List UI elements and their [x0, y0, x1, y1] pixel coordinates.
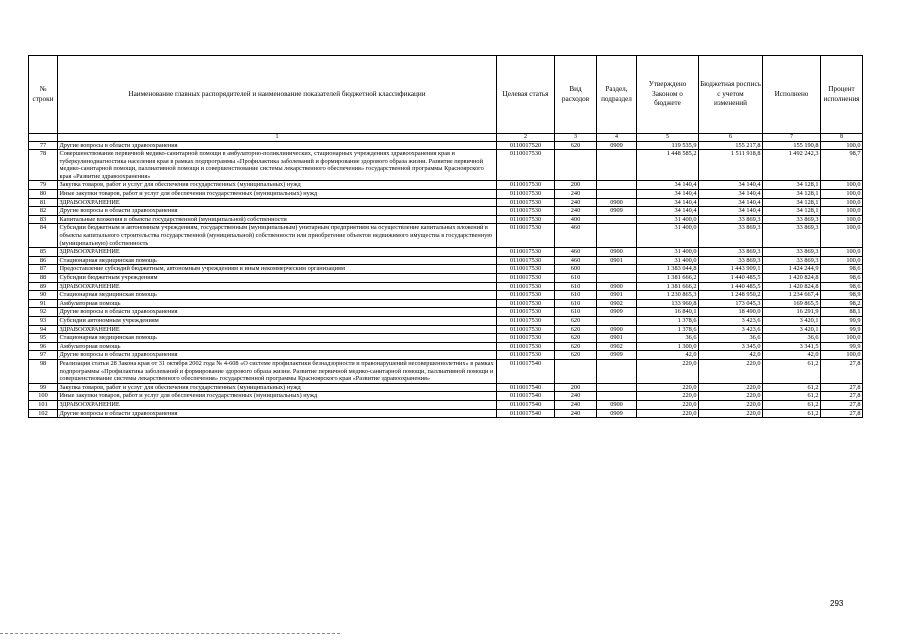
- row-number-cell: 83: [29, 215, 58, 224]
- approved-amount-cell: 34 140,4: [637, 190, 699, 199]
- header-percent: Процент исполнения: [821, 56, 863, 134]
- row-name-cell: Предоставление субсидий бюджетным, автономным учреждениям и иным некоммерческим организациям: [58, 265, 497, 274]
- row-name-cell: Иные закупки товаров, работ и услуг для обеспечения государственных (муниципальных) нужд: [58, 392, 497, 401]
- budget-list-amount-cell: 3 423,6: [699, 316, 763, 325]
- expense-kind-cell: 610: [555, 308, 597, 317]
- expense-kind-cell: 240: [555, 392, 597, 401]
- row-name-cell: Другие вопросы в области здравоохранения: [58, 409, 497, 418]
- percent-cell: 98,2: [821, 299, 863, 308]
- header-budget-list: Бюджетная роспись с учетом изменений: [699, 56, 763, 134]
- percent-cell: 99,9: [821, 316, 863, 325]
- document-page: [28, 55, 862, 418]
- budget-list-amount-cell: 18 490,0: [699, 308, 763, 317]
- section-cell: 0909: [597, 351, 637, 360]
- budget-list-amount-cell: 1 248 950,2: [699, 291, 763, 300]
- row-number-cell: 87: [29, 265, 58, 274]
- table-row: [29, 150, 863, 181]
- approved-amount-cell: 1 381 666,2: [637, 274, 699, 283]
- column-number: 1: [58, 134, 497, 142]
- percent-cell: 98,6: [821, 274, 863, 283]
- target-article-cell: 0110017530: [497, 316, 555, 325]
- row-number-cell: 78: [29, 150, 58, 181]
- executed-amount-cell: 16 291,9: [763, 308, 821, 317]
- expense-kind-cell: 620: [555, 334, 597, 343]
- target-article-cell: 0110017530: [497, 342, 555, 351]
- header-executed: Исполнено: [763, 56, 821, 134]
- column-number-row: [29, 134, 863, 142]
- percent-cell: 100,0: [821, 141, 863, 150]
- expense-kind-cell: [555, 359, 597, 383]
- budget-list-amount-cell: 1 440 485,5: [699, 274, 763, 283]
- header-row-number: № строки: [29, 56, 58, 134]
- budget-list-amount-cell: 1 511 918,8: [699, 150, 763, 181]
- budget-list-amount-cell: 42,0: [699, 351, 763, 360]
- percent-cell: 99,9: [821, 342, 863, 351]
- section-cell: [597, 265, 637, 274]
- percent-cell: 27,8: [821, 409, 863, 418]
- budget-list-amount-cell: 220,0: [699, 359, 763, 383]
- approved-amount-cell: 220,0: [637, 400, 699, 409]
- table-row: [29, 334, 863, 343]
- budget-execution-table: [28, 55, 863, 418]
- row-number-cell: 101: [29, 400, 58, 409]
- table-row: [29, 325, 863, 334]
- header-approved: Утверждено Законом о бюджете: [637, 56, 699, 134]
- row-name-cell: Субсидии бюджетным учреждениям: [58, 274, 497, 283]
- percent-cell: 100,0: [821, 248, 863, 257]
- approved-amount-cell: 1 381 666,2: [637, 282, 699, 291]
- expense-kind-cell: 610: [555, 274, 597, 283]
- percent-cell: 27,8: [821, 392, 863, 401]
- expense-kind-cell: 610: [555, 282, 597, 291]
- header-expense-kind: Вид расходов: [555, 56, 597, 134]
- executed-amount-cell: 155 190,8: [763, 141, 821, 150]
- row-number-cell: 102: [29, 409, 58, 418]
- row-name-cell: Капитальные вложения в объекты государственной (муниципальной) собственности: [58, 215, 497, 224]
- target-article-cell: 0110017530: [497, 256, 555, 265]
- executed-amount-cell: 3 341,5: [763, 342, 821, 351]
- budget-list-amount-cell: 33 869,3: [699, 224, 763, 248]
- table-row: [29, 198, 863, 207]
- approved-amount-cell: 16 840,1: [637, 308, 699, 317]
- percent-cell: 27,8: [821, 359, 863, 383]
- budget-list-amount-cell: 155 217,8: [699, 141, 763, 150]
- budget-list-amount-cell: 34 140,4: [699, 190, 763, 199]
- row-number-cell: 85: [29, 248, 58, 257]
- approved-amount-cell: 34 140,4: [637, 181, 699, 190]
- section-cell: 0901: [597, 291, 637, 300]
- target-article-cell: 0110017530: [497, 190, 555, 199]
- row-number-cell: 94: [29, 325, 58, 334]
- column-number: 4: [597, 134, 637, 142]
- target-article-cell: 0110017540: [497, 392, 555, 401]
- row-name-cell: Другие вопросы в области здравоохранения: [58, 207, 497, 216]
- expense-kind-cell: 240: [555, 409, 597, 418]
- table-row: [29, 400, 863, 409]
- executed-amount-cell: 3 420,1: [763, 325, 821, 334]
- expense-kind-cell: 620: [555, 342, 597, 351]
- executed-amount-cell: 1 420 824,8: [763, 274, 821, 283]
- table-row: [29, 190, 863, 199]
- row-number-cell: 98: [29, 359, 58, 383]
- expense-kind-cell: [555, 150, 597, 181]
- row-name-cell: Субсидии автономным учреждениям: [58, 316, 497, 325]
- approved-amount-cell: 31 400,0: [637, 215, 699, 224]
- executed-amount-cell: 42,0: [763, 351, 821, 360]
- expense-kind-cell: 460: [555, 256, 597, 265]
- row-name-cell: Другие вопросы в области здравоохранения: [58, 351, 497, 360]
- approved-amount-cell: 1 448 585,2: [637, 150, 699, 181]
- target-article-cell: 0110017530: [497, 308, 555, 317]
- percent-cell: 99,9: [821, 325, 863, 334]
- expense-kind-cell: 240: [555, 190, 597, 199]
- row-name-cell: ЗДРАВООХРАНЕНИЕ: [58, 400, 497, 409]
- row-number-cell: 91: [29, 299, 58, 308]
- target-article-cell: 0110017530: [497, 248, 555, 257]
- section-cell: [597, 190, 637, 199]
- approved-amount-cell: 220,0: [637, 392, 699, 401]
- section-cell: 0909: [597, 308, 637, 317]
- executed-amount-cell: 61,2: [763, 409, 821, 418]
- target-article-cell: 0110017530: [497, 282, 555, 291]
- budget-list-amount-cell: 33 869,3: [699, 215, 763, 224]
- section-cell: 0902: [597, 299, 637, 308]
- approved-amount-cell: 34 140,4: [637, 207, 699, 216]
- table-row: [29, 256, 863, 265]
- section-cell: [597, 224, 637, 248]
- section-cell: 0900: [597, 198, 637, 207]
- percent-cell: 100,0: [821, 207, 863, 216]
- executed-amount-cell: 61,2: [763, 392, 821, 401]
- percent-cell: 100,0: [821, 215, 863, 224]
- budget-list-amount-cell: 34 140,4: [699, 207, 763, 216]
- header-target-article: Целевая статья: [497, 56, 555, 134]
- row-number-cell: 81: [29, 198, 58, 207]
- budget-list-amount-cell: 34 140,4: [699, 181, 763, 190]
- row-name-cell: Иные закупки товаров, работ и услуг для обеспечения государственных (муниципальных) нужд: [58, 190, 497, 199]
- approved-amount-cell: 42,0: [637, 351, 699, 360]
- expense-kind-cell: 620: [555, 325, 597, 334]
- table-row: [29, 282, 863, 291]
- table-row: [29, 342, 863, 351]
- expense-kind-cell: 620: [555, 351, 597, 360]
- table-row: [29, 207, 863, 216]
- column-number: [29, 134, 58, 142]
- section-cell: [597, 150, 637, 181]
- section-cell: [597, 181, 637, 190]
- percent-cell: 98,6: [821, 282, 863, 291]
- executed-amount-cell: 1 234 667,4: [763, 291, 821, 300]
- budget-list-amount-cell: 3 423,6: [699, 325, 763, 334]
- expense-kind-cell: 200: [555, 181, 597, 190]
- target-article-cell: 0110017530: [497, 325, 555, 334]
- row-number-cell: 79: [29, 181, 58, 190]
- target-article-cell: 0110017530: [497, 207, 555, 216]
- budget-list-amount-cell: 36,6: [699, 334, 763, 343]
- row-name-cell: ЗДРАВООХРАНЕНИЕ: [58, 325, 497, 334]
- row-number-cell: 88: [29, 274, 58, 283]
- table-row: [29, 141, 863, 150]
- approved-amount-cell: 31 400,0: [637, 256, 699, 265]
- target-article-cell: 0110017530: [497, 291, 555, 300]
- approved-amount-cell: 1 378,6: [637, 316, 699, 325]
- page-number: 293: [830, 599, 844, 608]
- executed-amount-cell: 34 128,1: [763, 207, 821, 216]
- table-header-row: [29, 56, 863, 134]
- row-number-cell: 89: [29, 282, 58, 291]
- row-number-cell: 84: [29, 224, 58, 248]
- section-cell: [597, 359, 637, 383]
- percent-cell: 88,1: [821, 308, 863, 317]
- header-section: Раздел, подраздел: [597, 56, 637, 134]
- row-name-cell: Амбулаторная помощь: [58, 342, 497, 351]
- target-article-cell: 0110017520: [497, 141, 555, 150]
- section-cell: 0900: [597, 325, 637, 334]
- approved-amount-cell: 1 230 865,3: [637, 291, 699, 300]
- approved-amount-cell: 31 400,0: [637, 224, 699, 248]
- approved-amount-cell: 220,0: [637, 383, 699, 392]
- approved-amount-cell: 34 140,4: [637, 198, 699, 207]
- expense-kind-cell: 620: [555, 316, 597, 325]
- expense-kind-cell: 460: [555, 248, 597, 257]
- table-row: [29, 351, 863, 360]
- section-cell: [597, 215, 637, 224]
- row-number-cell: 99: [29, 383, 58, 392]
- row-number-cell: 92: [29, 308, 58, 317]
- expense-kind-cell: 610: [555, 291, 597, 300]
- table-row: [29, 409, 863, 418]
- approved-amount-cell: 1 300,0: [637, 342, 699, 351]
- row-name-cell: Стационарная медицинская помощь: [58, 291, 497, 300]
- table-row: [29, 299, 863, 308]
- executed-amount-cell: 3 420,1: [763, 316, 821, 325]
- budget-list-amount-cell: 34 140,4: [699, 198, 763, 207]
- column-number: 7: [763, 134, 821, 142]
- row-number-cell: 97: [29, 351, 58, 360]
- target-article-cell: 0110017540: [497, 400, 555, 409]
- expense-kind-cell: 400: [555, 215, 597, 224]
- section-cell: [597, 316, 637, 325]
- table-row: [29, 265, 863, 274]
- expense-kind-cell: 240: [555, 207, 597, 216]
- section-cell: [597, 383, 637, 392]
- row-number-cell: 93: [29, 316, 58, 325]
- row-name-cell: Стационарная медицинская помощь: [58, 256, 497, 265]
- target-article-cell: 0110017530: [497, 299, 555, 308]
- expense-kind-cell: 240: [555, 400, 597, 409]
- row-number-cell: 96: [29, 342, 58, 351]
- section-cell: 0909: [597, 141, 637, 150]
- percent-cell: 27,8: [821, 383, 863, 392]
- row-name-cell: Реализация статьи 28 Закона края от 31 октября 2002 года № 4-608 «О системе профилактики безнадзорности и правонарушений несовершеннолетних» в рамках подпрограммы «Профилактика заболеваний и формирование здорового образа жизни. Развитие первичной медико-санитарной помощи, паллиативной помощи и совершенствование системы лекарственного обеспечения» государственной программы Красноярского края «Развитие здравоохранения»: [58, 359, 497, 383]
- executed-amount-cell: 33 869,3: [763, 224, 821, 248]
- section-cell: 0900: [597, 248, 637, 257]
- target-article-cell: 0110017540: [497, 383, 555, 392]
- column-number: 2: [497, 134, 555, 142]
- table-row: [29, 274, 863, 283]
- executed-amount-cell: 36,6: [763, 334, 821, 343]
- expense-kind-cell: 610: [555, 299, 597, 308]
- budget-list-amount-cell: 220,0: [699, 383, 763, 392]
- row-name-cell: Закупка товаров, работ и услуг для обеспечения государственных (муниципальных) нужд: [58, 383, 497, 392]
- percent-cell: 100,0: [821, 198, 863, 207]
- column-number: 5: [637, 134, 699, 142]
- target-article-cell: 0110017530: [497, 334, 555, 343]
- row-name-cell: ЗДРАВООХРАНЕНИЕ: [58, 282, 497, 291]
- approved-amount-cell: 119 535,9: [637, 141, 699, 150]
- target-article-cell: 0110017530: [497, 265, 555, 274]
- percent-cell: 100,0: [821, 181, 863, 190]
- row-number-cell: 95: [29, 334, 58, 343]
- table-row: [29, 359, 863, 383]
- section-cell: 0909: [597, 207, 637, 216]
- budget-list-amount-cell: 1 440 485,5: [699, 282, 763, 291]
- budget-list-amount-cell: 173 045,3: [699, 299, 763, 308]
- row-name-cell: ЗДРАВООХРАНЕНИЕ: [58, 248, 497, 257]
- approved-amount-cell: 31 400,0: [637, 248, 699, 257]
- budget-list-amount-cell: 220,0: [699, 392, 763, 401]
- percent-cell: 100,0: [821, 256, 863, 265]
- row-name-cell: Закупка товаров, работ и услуг для обеспечения государственных (муниципальных) нужд: [58, 181, 497, 190]
- target-article-cell: 0110017530: [497, 181, 555, 190]
- target-article-cell: 0110017530: [497, 274, 555, 283]
- executed-amount-cell: 34 128,1: [763, 181, 821, 190]
- expense-kind-cell: 240: [555, 198, 597, 207]
- approved-amount-cell: 1 378,6: [637, 325, 699, 334]
- target-article-cell: 0110017540: [497, 359, 555, 383]
- approved-amount-cell: 1 383 044,8: [637, 265, 699, 274]
- executed-amount-cell: 169 865,5: [763, 299, 821, 308]
- executed-amount-cell: 1 492 242,3: [763, 150, 821, 181]
- executed-amount-cell: 33 869,3: [763, 215, 821, 224]
- scan-edge-line: [0, 633, 340, 634]
- section-cell: 0901: [597, 334, 637, 343]
- executed-amount-cell: 33 869,3: [763, 256, 821, 265]
- table-row: [29, 224, 863, 248]
- table-row: [29, 215, 863, 224]
- section-cell: 0909: [597, 409, 637, 418]
- expense-kind-cell: 460: [555, 224, 597, 248]
- column-number: 8: [821, 134, 863, 142]
- row-number-cell: 90: [29, 291, 58, 300]
- target-article-cell: 0110017530: [497, 215, 555, 224]
- percent-cell: 100,0: [821, 351, 863, 360]
- executed-amount-cell: 34 128,1: [763, 190, 821, 199]
- row-name-cell: Совершенствование первичной медико-санитарной помощи в амбулаторно-поликлинических, стационарных учреждениях здравоохранения края и туберкулинодиагностика населения края в рамках подпрограммы «Профилактика заболеваний и формирование здорового образа жизни. Развитие первичной медико-санитарной помощи, паллиативной помощи и совершенствование системы лекарственного обеспечения» государственной программы Красноярского края «Развитие здравоохранения»: [58, 150, 497, 181]
- section-cell: [597, 274, 637, 283]
- table-row: [29, 316, 863, 325]
- row-number-cell: 100: [29, 392, 58, 401]
- approved-amount-cell: 36,6: [637, 334, 699, 343]
- row-name-cell: Амбулаторная помощь: [58, 299, 497, 308]
- section-cell: 0902: [597, 342, 637, 351]
- table-row: [29, 308, 863, 317]
- row-number-cell: 80: [29, 190, 58, 199]
- target-article-cell: 0110017530: [497, 351, 555, 360]
- row-name-cell: Стационарная медицинская помощь: [58, 334, 497, 343]
- executed-amount-cell: 61,2: [763, 359, 821, 383]
- section-cell: 0900: [597, 282, 637, 291]
- approved-amount-cell: 220,0: [637, 359, 699, 383]
- budget-list-amount-cell: 3 345,0: [699, 342, 763, 351]
- row-name-cell: Субсидии бюджетным и автономным учреждениям, государственным (муниципальным) унитарным предприятиям на осуществление капитальных вложений в объекты капитального строительства государственной (муниципальной) собственности или приобретение объектов недвижимого имущества в государственную (муниципальную) собственность: [58, 224, 497, 248]
- budget-list-amount-cell: 33 869,3: [699, 248, 763, 257]
- row-name-cell: ЗДРАВООХРАНЕНИЕ: [58, 198, 497, 207]
- row-name-cell: Другие вопросы в области здравоохранения: [58, 141, 497, 150]
- row-number-cell: 77: [29, 141, 58, 150]
- row-name-cell: Другие вопросы в области здравоохранения: [58, 308, 497, 317]
- expense-kind-cell: 620: [555, 141, 597, 150]
- executed-amount-cell: 61,2: [763, 383, 821, 392]
- percent-cell: 98,9: [821, 291, 863, 300]
- table-row: [29, 181, 863, 190]
- executed-amount-cell: 1 420 824,8: [763, 282, 821, 291]
- percent-cell: 27,8: [821, 400, 863, 409]
- row-number-cell: 86: [29, 256, 58, 265]
- table-row: [29, 248, 863, 257]
- table-row: [29, 383, 863, 392]
- target-article-cell: 0110017530: [497, 150, 555, 181]
- budget-list-amount-cell: 33 869,3: [699, 256, 763, 265]
- approved-amount-cell: 220,0: [637, 409, 699, 418]
- target-article-cell: 0110017530: [497, 224, 555, 248]
- target-article-cell: 0110017530: [497, 198, 555, 207]
- expense-kind-cell: 200: [555, 383, 597, 392]
- table-row: [29, 392, 863, 401]
- budget-list-amount-cell: 1 443 909,1: [699, 265, 763, 274]
- executed-amount-cell: 1 424 244,9: [763, 265, 821, 274]
- executed-amount-cell: 61,2: [763, 400, 821, 409]
- percent-cell: 100,0: [821, 190, 863, 199]
- budget-list-amount-cell: 220,0: [699, 400, 763, 409]
- percent-cell: 100,0: [821, 224, 863, 248]
- percent-cell: 98,6: [821, 265, 863, 274]
- executed-amount-cell: 33 869,3: [763, 248, 821, 257]
- table-body: [29, 141, 863, 418]
- expense-kind-cell: 600: [555, 265, 597, 274]
- budget-list-amount-cell: 220,0: [699, 409, 763, 418]
- section-cell: 0901: [597, 256, 637, 265]
- approved-amount-cell: 133 960,8: [637, 299, 699, 308]
- target-article-cell: 0110017540: [497, 409, 555, 418]
- row-number-cell: 82: [29, 207, 58, 216]
- section-cell: [597, 392, 637, 401]
- column-number: 3: [555, 134, 597, 142]
- column-number: 6: [699, 134, 763, 142]
- executed-amount-cell: 34 128,1: [763, 198, 821, 207]
- table-row: [29, 291, 863, 300]
- header-name: Наименование главных распорядителей и наименование показателей бюджетной классификации: [58, 56, 497, 134]
- section-cell: 0900: [597, 400, 637, 409]
- percent-cell: 98,7: [821, 150, 863, 181]
- percent-cell: 100,0: [821, 334, 863, 343]
